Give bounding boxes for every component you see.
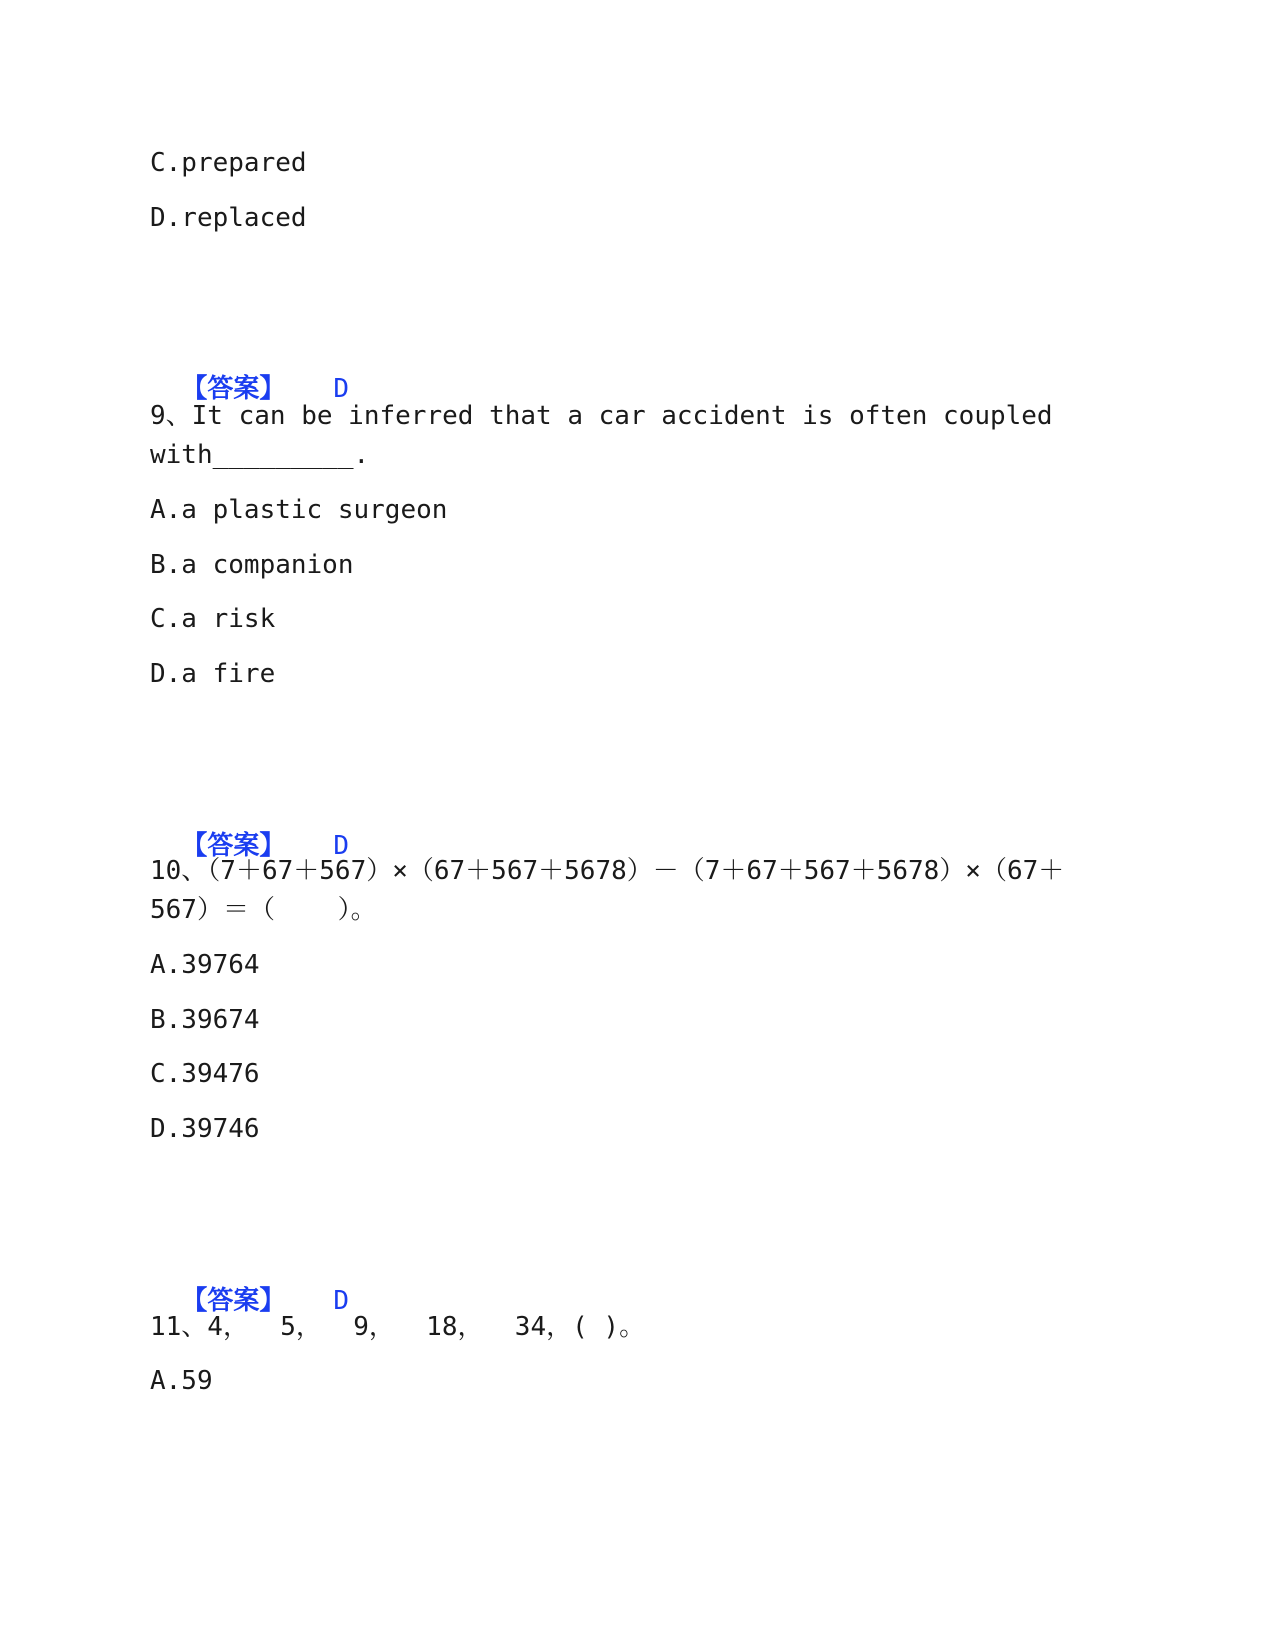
- q10-stem-line1: 10、（7＋67＋567）×（67＋567＋5678）－（7＋67＋567＋5678）×（67＋: [150, 856, 1065, 886]
- answer-label: 【答案】: [181, 374, 286, 404]
- q11-option-a: A.59: [150, 1366, 213, 1396]
- answer-value: D: [333, 1286, 349, 1316]
- q10-answer: [150, 1256, 349, 1316]
- q10-option-a: A.39764: [150, 950, 260, 980]
- answer-label: 【答案】: [181, 831, 286, 861]
- q8-option-c-text: C.prepared: [150, 148, 307, 178]
- answer-value: D: [333, 831, 349, 861]
- q10-option-c: C.39476: [150, 1059, 260, 1089]
- q9-option-d: D.a fire: [150, 659, 276, 689]
- answer-label: 【答案】: [181, 1286, 286, 1316]
- q9-option-b: B.a companion: [150, 550, 354, 580]
- q9-stem-line2: with_________.: [150, 440, 370, 470]
- q9-answer: [150, 801, 349, 861]
- q11-stem-line1: 11、4， 5， 9， 18， 34，( )。: [150, 1312, 646, 1342]
- q8-answer: [150, 344, 349, 404]
- q10-stem-line2: 567）＝（ ）。: [150, 895, 377, 925]
- q9-option-a: A.a plastic surgeon: [150, 495, 448, 525]
- answer-value: D: [333, 374, 349, 404]
- q10-option-b: B.39674: [150, 1005, 260, 1035]
- q8-option-d: D.replaced: [150, 203, 307, 233]
- q9-stem-line1: 9、It can be inferred that a car accident is often coupled: [150, 401, 1053, 431]
- q9-option-c: C.a risk: [150, 604, 276, 634]
- q10-option-d: D.39746: [150, 1114, 260, 1144]
